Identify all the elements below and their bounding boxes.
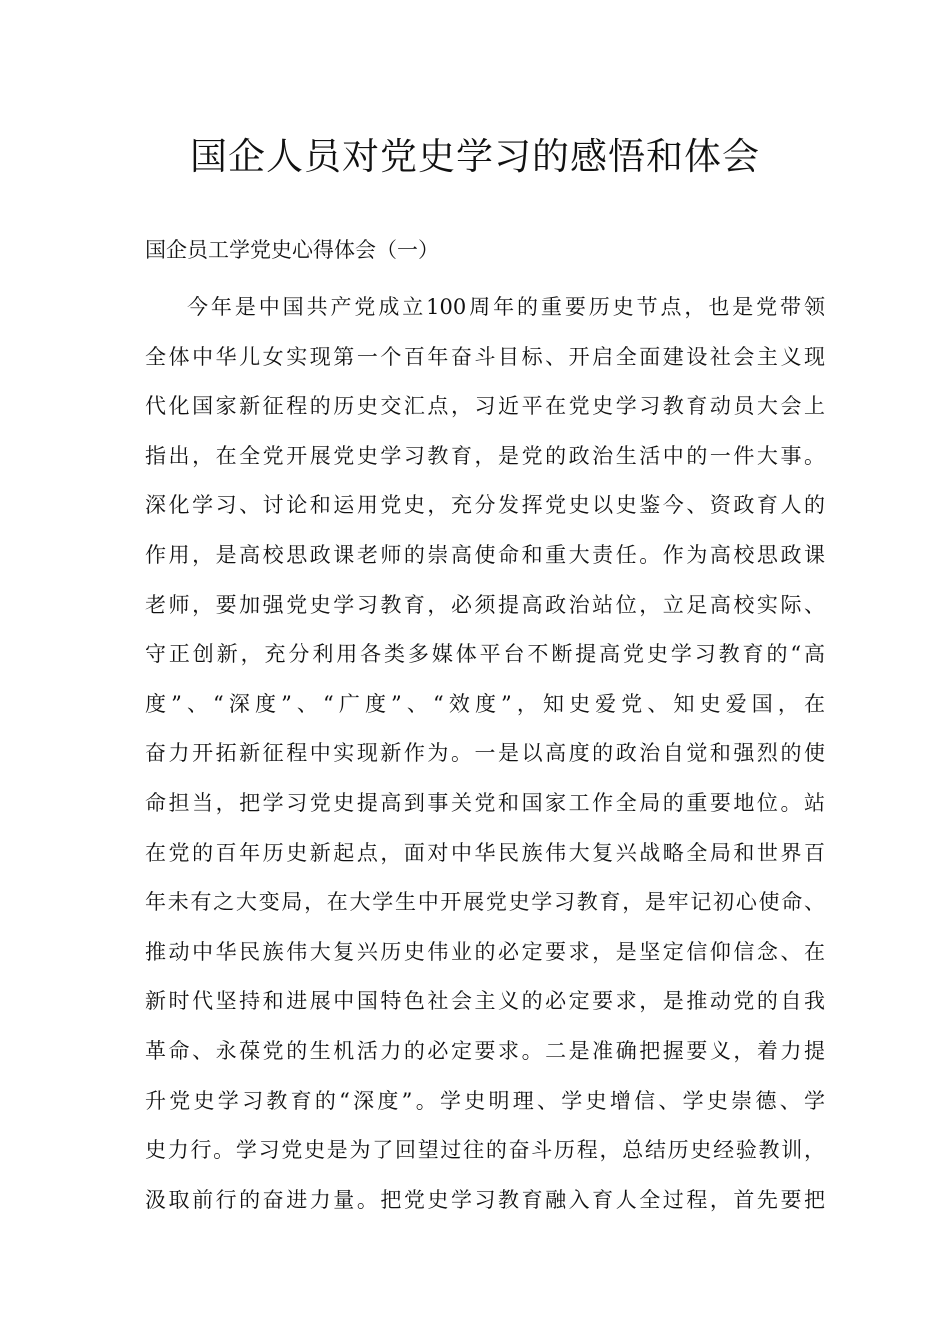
body-line: 度”、“深度”、“广度”、“效度”，知史爱党、知史爱国，在 — [145, 691, 825, 716]
body-line: 守正创新，充分利用各类多媒体平台不断提高党史学习教育的“高 — [145, 642, 825, 667]
body-line: 史力行。学习党史是为了回望过往的奋斗历程，总结历史经验教训， — [145, 1138, 825, 1163]
body-line: 深化学习、讨论和运用党史，充分发挥党史以史鉴今、资政育人的 — [145, 493, 825, 518]
body-line: 升党史学习教育的“深度”。学史明理、学史增信、学史崇德、学 — [145, 1088, 825, 1113]
body-line: 指出，在全党开展党史学习教育，是党的政治生活中的一件大事。 — [145, 443, 825, 468]
body-line: 奋力开拓新征程中实现新作为。一是以高度的政治自觉和强烈的使 — [145, 741, 825, 766]
body-line: 推动中华民族伟大复兴历史伟业的必定要求，是坚定信仰信念、在 — [145, 939, 825, 964]
body-line: 汲取前行的奋进力量。把党史学习教育融入育人全过程，首先要把 — [145, 1187, 825, 1212]
body-text — [145, 283, 825, 1225]
body-line: 革命、永葆党的生机活力的必定要求。二是准确把握要义，着力提 — [145, 1038, 825, 1063]
body-line: 老师，要加强党史学习教育，必须提高政治站位，立足高校实际、 — [145, 592, 825, 617]
document-title: 国企人员对党史学习的感悟和体会 — [190, 135, 760, 178]
section-heading: 国企员工学党史心得体会（一） — [145, 238, 439, 262]
body-line: 作用，是高校思政课老师的崇高使命和重大责任。作为高校思政课 — [145, 542, 825, 567]
body-line: 新时代坚持和进展中国特色社会主义的必定要求，是推动党的自我 — [145, 989, 825, 1014]
body-line: 在党的百年历史新起点，面对中华民族伟大复兴战略全局和世界百 — [145, 840, 825, 865]
body-line: 今年是中国共产党成立100周年的重要历史节点，也是党带领 — [187, 295, 825, 319]
body-line: 年未有之大变局，在大学生中开展党史学习教育，是牢记初心使命、 — [145, 890, 825, 915]
body-line: 代化国家新征程的历史交汇点，习近平在党史学习教育动员大会上 — [145, 394, 825, 419]
body-line: 命担当，把学习党史提高到事关党和国家工作全局的重要地位。站 — [145, 790, 825, 815]
body-line: 全体中华儿女实现第一个百年奋斗目标、开启全面建设社会主义现 — [145, 344, 825, 369]
